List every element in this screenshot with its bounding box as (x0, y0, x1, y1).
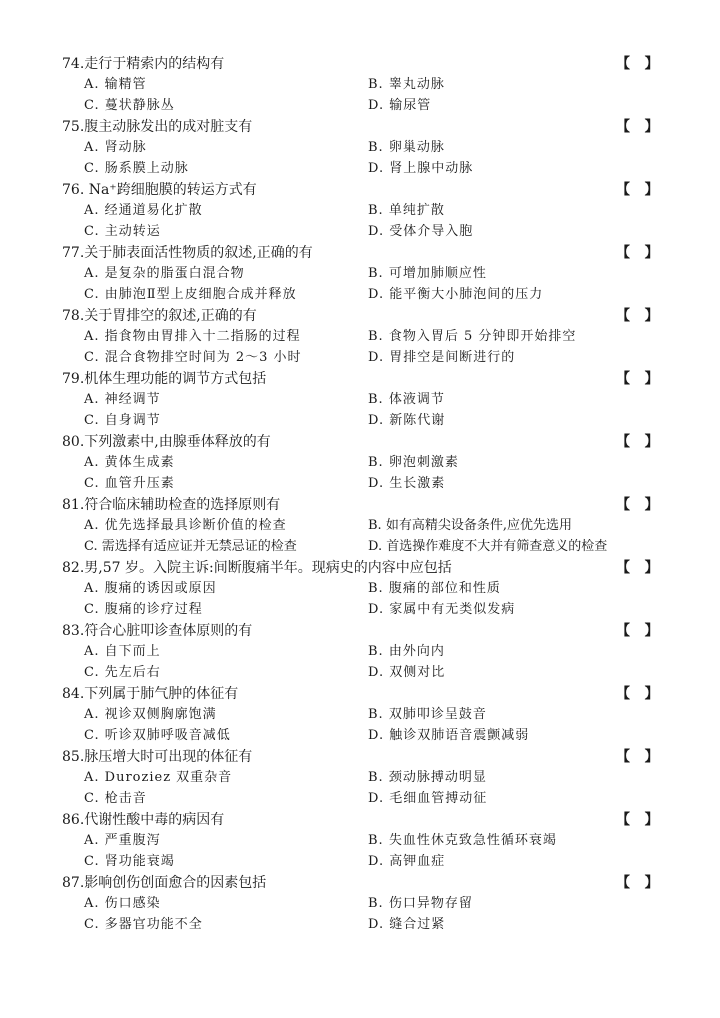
answer-bracket: 【 】 (616, 875, 659, 891)
option-a: A. 指食物由胃排入十二指肠的过程 (84, 329, 301, 344)
option-c: C. 需选择有适应证并无禁忌证的检查 (84, 539, 297, 554)
option-c: C. 混合食物排空时间为 2～3 小时 (84, 350, 302, 365)
option-b: B. 睾丸动脉 (368, 77, 445, 92)
question-81 (0, 495, 720, 558)
question-82 (0, 558, 720, 621)
option-c: C. 自身调节 (84, 413, 161, 428)
question-stem: 78.关于胃排空的叙述,正确的有 (62, 308, 257, 324)
question-stem: 80.下列激素中,由腺垂体释放的有 (62, 434, 271, 450)
option-a: A. 是复杂的脂蛋白混合物 (84, 266, 245, 281)
option-c: C. 腹痛的诊疗过程 (84, 602, 203, 617)
question-77 (0, 243, 720, 306)
option-d: D. 家属中有无类似发病 (368, 602, 516, 617)
option-c: C. 主动转运 (84, 224, 161, 239)
option-d: D. 缝合过紧 (368, 917, 446, 932)
answer-bracket: 【 】 (616, 686, 659, 702)
question-83 (0, 621, 720, 684)
answer-bracket: 【 】 (616, 371, 659, 387)
option-a: A. 伤口感染 (84, 896, 161, 911)
question-74 (0, 54, 720, 117)
question-85 (0, 747, 720, 810)
option-d: D. 受体介导入胞 (368, 224, 474, 239)
option-c: C. 蔓状静脉丛 (84, 98, 175, 113)
question-80 (0, 432, 720, 495)
answer-bracket: 【 】 (616, 245, 659, 261)
question-stem: 77.关于肺表面活性物质的叙述,正确的有 (62, 245, 313, 261)
option-b: B. 可增加肺顺应性 (368, 266, 487, 281)
answer-bracket: 【 】 (616, 434, 659, 450)
option-c: C. 枪击音 (84, 791, 147, 806)
option-d: D. 输尿管 (368, 98, 432, 113)
option-c: C. 肠系膜上动脉 (84, 161, 189, 176)
option-d: D. 双侧对比 (368, 665, 446, 680)
option-d: D. 毛细血管搏动征 (368, 791, 488, 806)
answer-bracket: 【 】 (616, 56, 659, 72)
option-d: D. 高钾血症 (368, 854, 446, 869)
option-d: D. 能平衡大小肺泡间的压力 (368, 287, 544, 302)
question-stem: 84.下列属于肺气肿的体征有 (62, 686, 239, 702)
option-b: B. 食物入胃后 5 分钟即开始排空 (368, 329, 577, 344)
question-76 (0, 180, 720, 243)
option-b: B. 伤口异物存留 (368, 896, 473, 911)
option-c: C. 先左后右 (84, 665, 161, 680)
question-stem: 76. Na⁺跨细胞膜的转运方式有 (62, 182, 257, 198)
option-c: C. 肾功能衰竭 (84, 854, 175, 869)
option-a: A. 腹痛的诱因或原因 (84, 581, 217, 596)
question-84 (0, 684, 720, 747)
question-stem: 81.符合临床辅助检查的选择原则有 (62, 497, 281, 513)
option-a: A. 优先选择最具诊断价值的检查 (84, 518, 287, 533)
question-78 (0, 306, 720, 369)
option-d: D. 触诊双肺语音震颤减弱 (368, 728, 530, 743)
question-86 (0, 810, 720, 873)
option-c: C. 听诊双肺呼吸音减低 (84, 728, 231, 743)
option-c: C. 由肺泡Ⅱ型上皮细胞合成并释放 (84, 287, 297, 302)
question-75 (0, 117, 720, 180)
answer-bracket: 【 】 (616, 182, 659, 198)
answer-bracket: 【 】 (616, 560, 659, 576)
option-a: A. 神经调节 (84, 392, 161, 407)
option-d: D. 肾上腺中动脉 (368, 161, 474, 176)
option-c: C. 多器官功能不全 (84, 917, 203, 932)
option-b: B. 双肺叩诊呈鼓音 (368, 707, 487, 722)
answer-bracket: 【 】 (616, 812, 659, 828)
question-stem: 85.脉压增大时可出现的体征有 (62, 749, 253, 765)
question-87 (0, 873, 720, 936)
question-stem: 79.机体生理功能的调节方式包括 (62, 371, 267, 387)
option-b: B. 体液调节 (368, 392, 445, 407)
question-stem: 75.腹主动脉发出的成对脏支有 (62, 119, 253, 135)
answer-bracket: 【 】 (616, 497, 659, 513)
option-d: D. 胃排空是间断进行的 (368, 350, 516, 365)
option-d: D. 首选操作难度不大并有筛查意义的检查 (368, 539, 608, 554)
option-b: B. 卵巢动脉 (368, 140, 445, 155)
option-a: A. 输精管 (84, 77, 147, 92)
question-stem: 86.代谢性酸中毒的病因有 (62, 812, 225, 828)
option-d: D. 新陈代谢 (368, 413, 446, 428)
answer-bracket: 【 】 (616, 623, 659, 639)
option-b: B. 颈动脉搏动明显 (368, 770, 487, 785)
option-a: A. 黄体生成素 (84, 455, 175, 470)
question-stem: 83.符合心脏叩诊查体原则的有 (62, 623, 253, 639)
option-b: B. 如有高精尖设备条件,应优先选用 (368, 518, 572, 533)
answer-bracket: 【 】 (616, 119, 659, 135)
question-stem: 82.男,57 岁。入院主诉:间断腹痛半年。现病史的内容中应包括 (62, 560, 452, 576)
option-a: A. 严重腹泻 (84, 833, 161, 848)
option-a: A. 视诊双侧胸廓饱满 (84, 707, 217, 722)
option-d: D. 生长激素 (368, 476, 446, 491)
question-stem: 87.影响创伤创面愈合的因素包括 (62, 875, 267, 891)
option-b: B. 卵泡刺激素 (368, 455, 459, 470)
option-a: A. 自下而上 (84, 644, 161, 659)
option-b: B. 单纯扩散 (368, 203, 445, 218)
option-a: A. 经通道易化扩散 (84, 203, 203, 218)
option-a: A. Duroziez 双重杂音 (84, 770, 233, 785)
question-79 (0, 369, 720, 432)
option-c: C. 血管升压素 (84, 476, 175, 491)
answer-bracket: 【 】 (616, 749, 659, 765)
question-stem: 74.走行于精索内的结构有 (62, 56, 225, 72)
answer-bracket: 【 】 (616, 308, 659, 324)
option-b: B. 由外向内 (368, 644, 445, 659)
option-b: B. 失血性休克致急性循环衰竭 (368, 833, 557, 848)
option-a: A. 肾动脉 (84, 140, 147, 155)
option-b: B. 腹痛的部位和性质 (368, 581, 501, 596)
